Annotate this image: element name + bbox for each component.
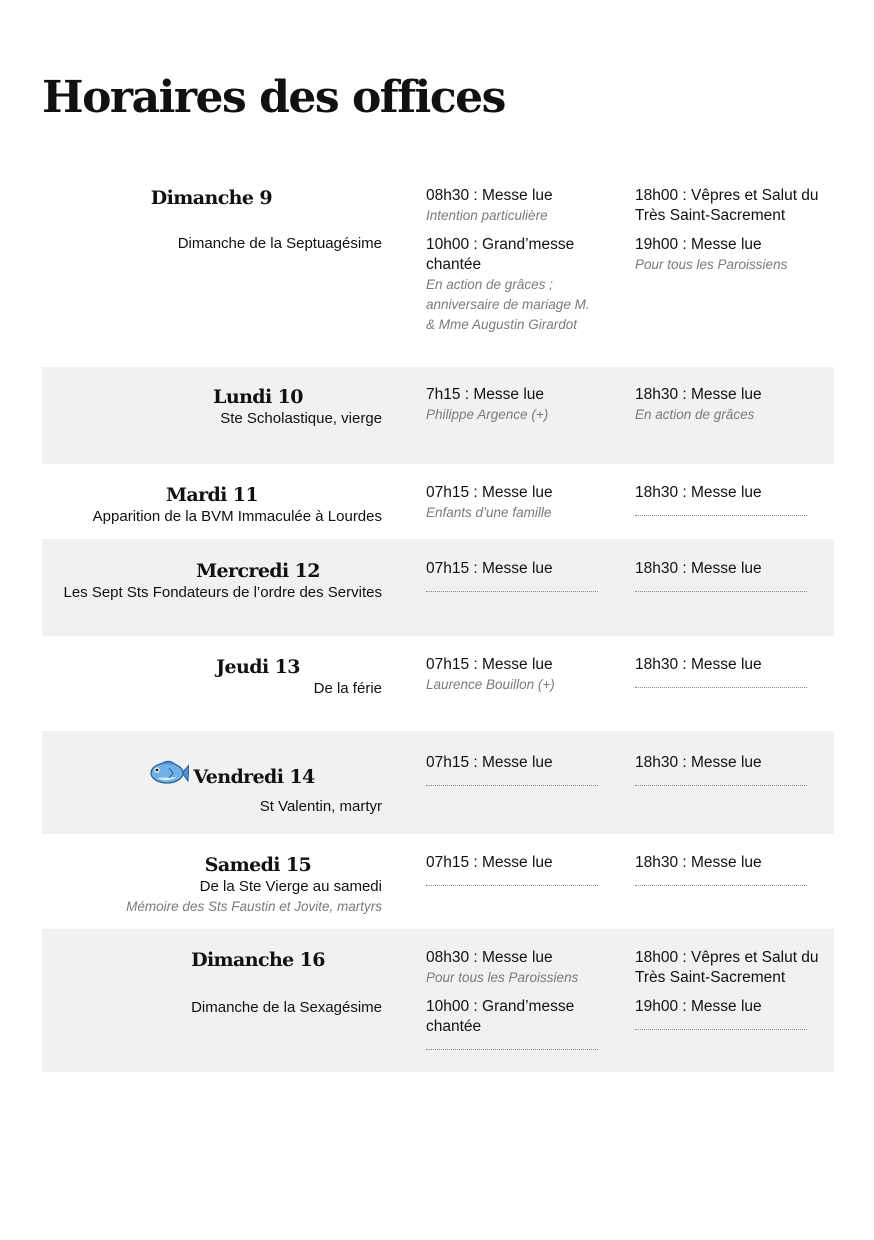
day-name: Vendredi 14 [193, 766, 315, 788]
mass-entry [635, 235, 834, 275]
mass-time: 08h30 : Messe lue [426, 949, 553, 966]
day-name: Samedi 15 [204, 854, 312, 876]
day-subtitle: St Valentin, martyr [259, 798, 382, 815]
mass-column-evening [599, 753, 834, 834]
mass-intention: En action de grâces [635, 407, 755, 422]
mass-column-morning [390, 483, 599, 539]
mass-column-morning [390, 853, 599, 929]
intention-blank-line [426, 1039, 598, 1050]
mass-intention: Pour tous les Paroissiens [426, 970, 579, 985]
mass-time: 07h15 : Messe lue [426, 754, 553, 771]
mass-column-evening [599, 186, 834, 367]
mass-intention: En action de grâces ; anniversaire de mariage M. & Mme Augustin Girardot [426, 277, 590, 332]
mass-time: 18h00 : Vêpres et Salut du Très Saint-Sacrement [635, 949, 819, 986]
day-row [42, 929, 834, 1072]
day-subtitle: Ste Scholastique, vierge [220, 410, 382, 427]
mass-column-morning [390, 655, 599, 731]
mass-column-morning [390, 385, 599, 464]
day-row [42, 731, 834, 834]
mass-time: 07h15 : Messe lue [426, 656, 553, 673]
intention-blank-line [426, 875, 598, 886]
day-name: Jeudi 13 [216, 656, 300, 678]
day-subtitle: De la Ste Vierge au samedi [199, 878, 382, 895]
day-subtitle: Les Sept Sts Fondateurs de l’ordre des Servites [63, 584, 382, 601]
mass-entry [426, 186, 599, 226]
intention-blank-line [426, 581, 598, 592]
mass-time: 18h30 : Messe lue [635, 386, 762, 403]
mass-entry [635, 948, 834, 988]
day-subtitle: Dimanche de la Sexagésime [191, 999, 382, 1016]
day-cell [42, 948, 390, 1072]
mass-time: 10h00 : Grand’messe chantée [426, 236, 575, 273]
mass-time: 07h15 : Messe lue [426, 560, 553, 577]
day-row [42, 170, 834, 367]
day-name: Dimanche 9 [150, 187, 272, 209]
mass-intention: Laurence Bouillon (+) [426, 677, 555, 692]
mass-column-morning [390, 948, 599, 1072]
mass-column-evening [599, 483, 834, 539]
intention-blank-line [635, 581, 807, 592]
mass-entry [635, 997, 834, 1030]
schedule-table [42, 170, 834, 1072]
mass-entry [635, 186, 834, 226]
day-row [42, 464, 834, 539]
mass-intention: Intention particulière [426, 208, 548, 223]
day-name-with-icon [62, 757, 402, 789]
mass-column-evening [599, 853, 834, 929]
mass-time: 18h30 : Messe lue [635, 854, 762, 871]
day-cell [42, 186, 390, 367]
day-cell [42, 655, 390, 731]
day-row [42, 636, 834, 731]
day-cell [42, 385, 390, 464]
day-name: Mardi 11 [165, 484, 259, 506]
mass-time: 18h30 : Messe lue [635, 560, 762, 577]
mass-time: 18h30 : Messe lue [635, 754, 762, 771]
mass-column-evening [599, 559, 834, 636]
mass-entry [426, 997, 599, 1050]
mass-column-evening [599, 385, 834, 464]
mass-time: 18h30 : Messe lue [635, 484, 762, 501]
mass-time: 18h00 : Vêpres et Salut du Très Saint-Sacrement [635, 187, 819, 224]
mass-entry [426, 235, 599, 335]
day-subtitle: Apparition de la BVM Immaculée à Lourdes [92, 508, 382, 525]
intention-blank-line [635, 875, 807, 886]
day-memorial: Mémoire des Sts Faustin et Jovite, martyrs [126, 899, 382, 914]
mass-column-morning [390, 753, 599, 834]
intention-blank-line [635, 1019, 807, 1030]
intention-blank-line [635, 775, 807, 786]
mass-intention: Pour tous les Paroissiens [635, 257, 788, 272]
mass-time: 08h30 : Messe lue [426, 187, 553, 204]
day-cell [42, 753, 390, 834]
page-title: Horaires des offices [42, 72, 505, 123]
day-subtitle: De la férie [313, 680, 382, 697]
day-row [42, 834, 834, 929]
day-name: Lundi 10 [213, 386, 303, 408]
mass-entry [426, 948, 599, 988]
day-row [42, 367, 834, 464]
day-row [42, 539, 834, 636]
intention-blank-line [635, 677, 807, 688]
mass-column-morning [390, 559, 599, 636]
day-name: Dimanche 16 [191, 949, 325, 971]
mass-time: 10h00 : Grand’messe chantée [426, 998, 575, 1035]
mass-intention: Philippe Argence (+) [426, 407, 549, 422]
mass-column-evening [599, 948, 834, 1072]
mass-column-morning [390, 186, 599, 367]
mass-time: 18h30 : Messe lue [635, 656, 762, 673]
mass-intention: Enfants d’une famille [426, 505, 552, 520]
mass-time: 19h00 : Messe lue [635, 998, 762, 1015]
day-cell [42, 559, 390, 636]
intention-blank-line [635, 505, 807, 516]
fish-icon [149, 758, 189, 788]
mass-time: 7h15 : Messe lue [426, 386, 545, 403]
mass-time: 07h15 : Messe lue [426, 484, 553, 501]
day-cell [42, 853, 390, 929]
day-cell [42, 483, 390, 539]
mass-column-evening [599, 655, 834, 731]
mass-time: 07h15 : Messe lue [426, 854, 553, 871]
day-name: Mercredi 12 [196, 560, 320, 582]
mass-time: 19h00 : Messe lue [635, 236, 762, 253]
day-subtitle: Dimanche de la Septuagésime [177, 235, 382, 252]
intention-blank-line [426, 775, 598, 786]
